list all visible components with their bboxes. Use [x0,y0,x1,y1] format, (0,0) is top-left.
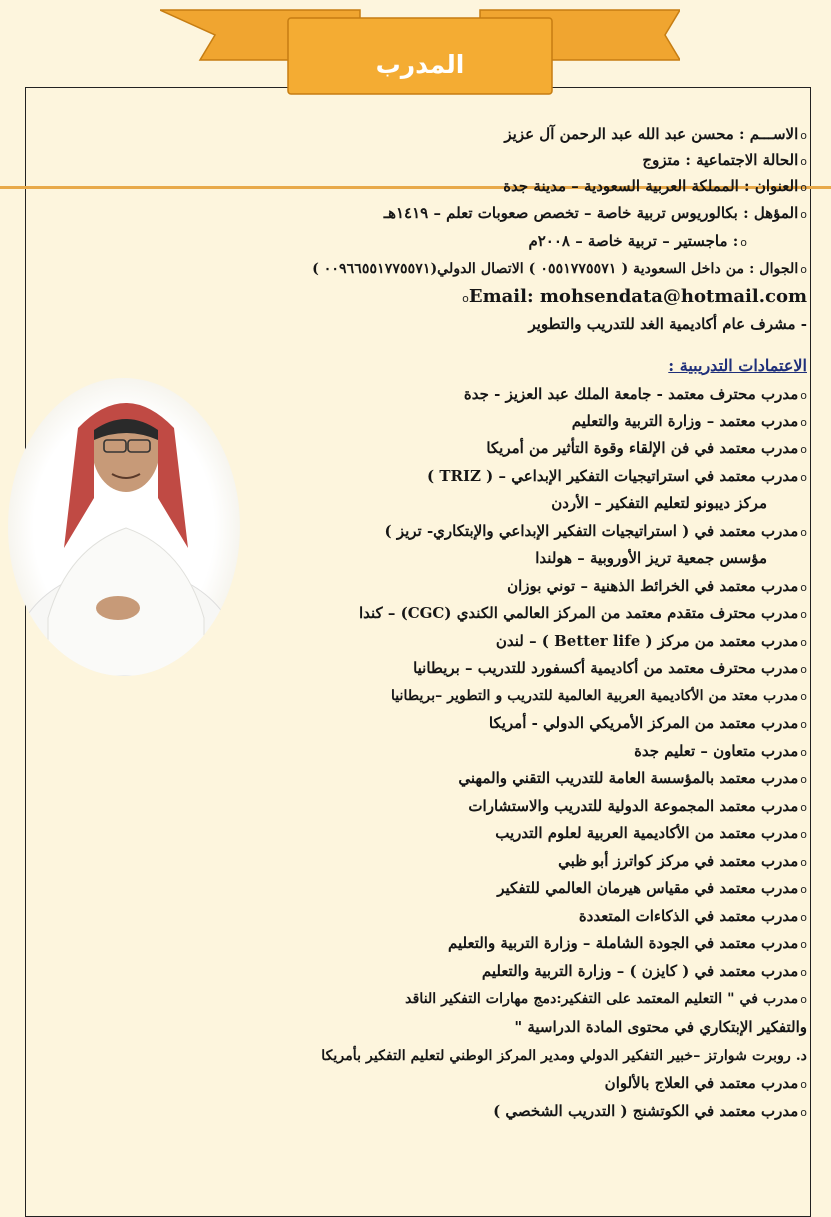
line-text: الاســـم : محسن عبد الله عبد الرحمن آل عزيز [504,125,799,143]
info-line [312,258,807,281]
bullet-icon: o [800,129,807,142]
info-line [551,492,767,514]
bullet-icon: o [800,471,807,484]
info-line [321,1045,807,1067]
info-line [384,202,807,226]
info-line [535,547,767,569]
info-line [514,1016,807,1038]
info-line [482,960,807,984]
info-line [359,602,807,626]
line-text: مدرب معتمد – وزارة التربية والتعليم [571,412,799,430]
line-text: مدرب معتمد في الذكاءات المتعددة [578,907,799,925]
bullet-icon: o [800,966,807,979]
info-line [468,795,807,819]
info-line [528,230,747,254]
bullet-icon: o [800,663,807,676]
line-text: والتفكير الإبتكاري في محتوى المادة الدراسية " [514,1018,807,1036]
bullet-icon: o [740,236,747,249]
info-line [464,383,807,407]
bullet-icon: o [462,292,469,305]
bullet-icon: o [800,883,807,896]
line-text: مركز ديبونو لتعليم التفكير – الأردن [551,494,767,512]
bullet-icon: o [800,718,807,731]
bullet-icon: o [800,911,807,924]
line-text: مدرب معتمد من الأكاديمية العربية لعلوم التدريب [495,824,799,842]
info-line [493,1100,807,1124]
line-text: مدرب محترف معتمد من أكاديمية أكسفورد للتدريب – بريطانيا [413,659,799,677]
line-text: مدرب معتمد في ( كايزن ) – وزارة التربية والتعليم [481,962,799,980]
line-text: مدرب معتمد في الكوتشنج ( التدريب الشخصي ) [493,1102,799,1120]
info-line [427,465,807,489]
info-line [642,149,807,173]
line-text: مدرب معتمد في ( استراتيجيات التفكير الإبداعي والإبتكاري- تريز ) [384,522,799,540]
line-text: مدرب معتمد في الخرائط الذهنية – توني بوزان [507,577,799,595]
info-line [458,767,807,791]
info-line [405,988,807,1011]
page-title: المدرب [375,50,465,79]
line-text: العنوان : المملكة العربية السعودية – مدينة جدة [503,177,799,195]
line-text: مؤسس جمعية تريز الأوروبية – هولندا [535,549,767,567]
bullet-icon: o [800,263,807,276]
info-line [528,313,807,335]
bullet-icon: o [800,801,807,814]
info-line [385,520,808,544]
line-text: د. روبرت شوارتز –خبير التفكير الدولي ومدير المركز الوطني لتعليم التفكير بأمريكا [321,1048,807,1064]
line-text: : ماجستير – تربية خاصة – ٢٠٠٨م [528,232,739,250]
person-portrait-icon [8,378,240,676]
info-line [448,932,807,956]
line-text: Email: mohsendata@hotmail.com [468,286,807,307]
bullet-icon: o [800,526,807,539]
line-text: المؤهل : بكالوريوس تربية خاصة – تخصص صعوبات تعلم – ١٤١٩هـ [383,204,799,222]
line-text: مدرب معتد من الأكاديمية العربية العالمية للتدريب و التطوير –بريطانيا [390,688,799,704]
info-line [413,657,807,681]
line-text: مدرب معتمد في العلاج بالألوان [604,1074,799,1092]
bullet-icon: o [800,416,807,429]
trainer-photo [8,378,240,676]
line-text: الاعتمادات التدريبية : [668,356,807,375]
line-text: مدرب معتمد من مركز ( Better life ) – لندن [495,632,799,650]
title-ribbon [160,8,680,100]
bullet-icon: o [800,828,807,841]
line-text: مدرب معتمد في استراتيجيات التفكير الإبداعي – ( TRIZ ) [427,467,799,485]
line-text: مدرب محترف معتمد - جامعة الملك عبد العزيز - جدة [463,385,799,403]
info-line [460,286,807,310]
info-line [504,123,807,147]
info-line [572,410,807,434]
line-text: مدرب معتمد في الجودة الشاملة – وزارة التربية والتعليم [447,934,799,952]
bullet-icon: o [800,938,807,951]
info-line [507,575,807,599]
info-line [634,740,807,764]
bullet-icon: o [800,1106,807,1119]
bullet-icon: o [800,746,807,759]
line-text: مدرب محترف متقدم معتمد من المركز العالمي الكندي (CGC) – كندا [358,604,799,622]
bullet-icon: o [800,581,807,594]
info-line [503,175,807,199]
info-line [486,437,807,461]
line-text: الجوال : من داخل السعودية ( ٠٥٥١٧٧٥٥٧١ ) الاتصال الدولي(٠٠٩٦٦٥٥١٧٧٥٥٧١ ) [312,261,799,277]
line-text: مدرب معتمد بالمؤسسة العامة للتدريب التقني والمهني [458,769,799,787]
line-text: مدرب معتمد في مركز كواترز أبو ظبي [558,852,799,870]
line-text: - مشرف عام أكاديمية الغد للتدريب والتطوير [528,315,807,333]
bullet-icon: o [800,1078,807,1091]
bullet-icon: o [800,155,807,168]
bullet-icon: o [800,608,807,621]
bullet-icon: o [800,993,807,1006]
info-line [495,822,807,846]
info-line [489,712,807,736]
bullet-icon: o [800,773,807,786]
bullet-icon: o [800,636,807,649]
info-line [605,1072,807,1096]
info-line [558,850,807,874]
line-text: الحالة الاجتماعية : متزوج [642,151,799,169]
line-text: مدرب معتمد في فن الإلقاء وقوة التأثير من أمريكا [486,439,799,457]
bullet-icon: o [800,181,807,194]
info-line [497,877,807,901]
line-text: مدرب في " التعليم المعتمد على التفكير:دمج مهارات التفكير الناقد [405,991,799,1007]
line-text: مدرب متعاون – تعليم جدة [634,742,799,760]
info-line [496,630,807,654]
bullet-icon: o [800,208,807,221]
line-text: مدرب معتمد في مقياس هيرمان العالمي للتفكير [497,879,799,897]
bullet-icon: o [800,389,807,402]
section-heading [668,355,807,377]
line-text: مدرب معتمد المجموعة الدولية للتدريب والاستشارات [468,797,799,815]
bullet-icon: o [800,690,807,703]
bullet-icon: o [800,856,807,869]
info-line [391,685,807,708]
line-text: مدرب معتمد من المركز الأمريكي الدولي - أمريكا [488,714,799,732]
bullet-icon: o [800,443,807,456]
info-line [579,905,807,929]
